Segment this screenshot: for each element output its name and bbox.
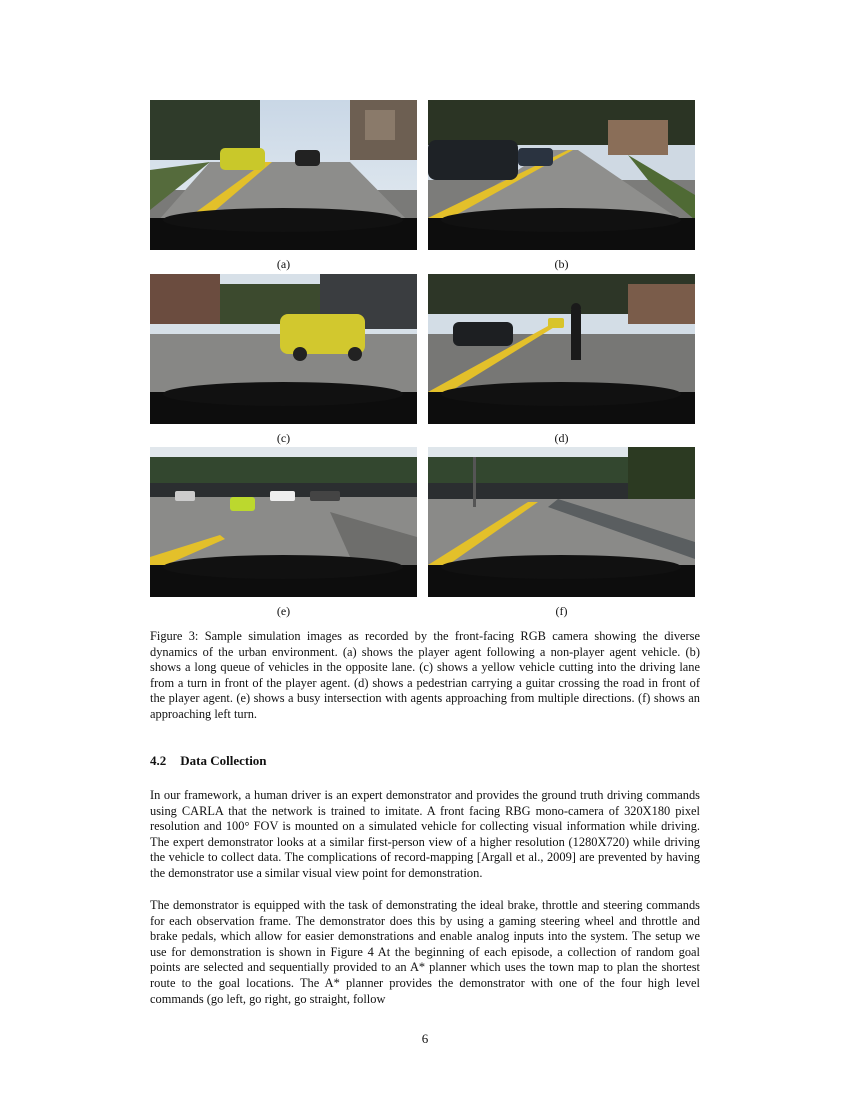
figure-panel-d <box>428 274 695 424</box>
section-title: Data Collection <box>180 753 267 768</box>
panel-label-a: (a) <box>276 257 291 271</box>
section-number: 4.2 <box>150 753 167 768</box>
figure-panel-a <box>150 100 417 250</box>
paragraph-2: The demonstrator is equipped with the task of demonstrating the ideal brake, throttle and steering commands for each observation frame. The demonstrator does this by using a gaming steering wheel and throttle and brake pedals, which allow for easier demonstrations and enable analog inputs into the system. The setup we use for demonstration is shown in Figure 4 At the beginning of each episode, a collection of random goal points are selected and sequentially provided to an A* planner which uses the town map to plan the shortest route to the goal locations. The A* planner provides the demonstrator with one of the four high level commands (go left, go right, go straight, follow <box>150 898 700 1006</box>
driving-scene-image-f <box>428 447 695 597</box>
paragraph-1: In our framework, a human driver is an expert demonstrator and provides the ground truth driving commands using CARLA that the network is trained to imitate. A front facing RBG mono-camera of 320X180 pixel resolution and 100° FOV is mounted on a simulated vehicle for collecting visual information while driving. The expert demonstrator looks at a similar first-person view of a higher resolution (1280X720) while driving the vehicle to collect data. The complications of record-mapping [Argall et al., 2009] are prevented by having the demonstrator use a similar visual view point for demonstration. <box>150 788 700 880</box>
section-heading <box>150 753 700 769</box>
driving-scene-image-a <box>150 100 417 250</box>
figure-caption: Figure 3: Sample simulation images as recorded by the front-facing RGB camera showing the diverse dynamics of the urban environment. (a) shows the player agent following a non-player agent vehicle. (b) shows a long queue of vehicles in the opposite lane. (c) shows a yellow vehicle cutting into the driving lane from a turn in front of the player agent. (d) shows a pedestrian carrying a guitar crossing the road in front of the player agent. (e) shows a busy intersection with agents approaching from multiple directions. (f) shows an approaching left turn. <box>150 629 700 721</box>
driving-scene-image-b <box>428 100 695 250</box>
figure-panel-c <box>150 274 417 424</box>
panel-label-d: (d) <box>554 431 569 445</box>
panel-label-f: (f) <box>555 604 568 618</box>
figure-panel-f <box>428 447 695 597</box>
figure-panel-e <box>150 447 417 597</box>
panel-label-c: (c) <box>276 431 291 445</box>
driving-scene-image-e <box>150 447 417 597</box>
driving-scene-image-d <box>428 274 695 424</box>
panel-label-b: (b) <box>554 257 569 271</box>
figure-panel-b <box>428 100 695 250</box>
driving-scene-image-c <box>150 274 417 424</box>
page-number: 6 <box>421 1031 429 1046</box>
panel-label-e: (e) <box>276 604 291 618</box>
